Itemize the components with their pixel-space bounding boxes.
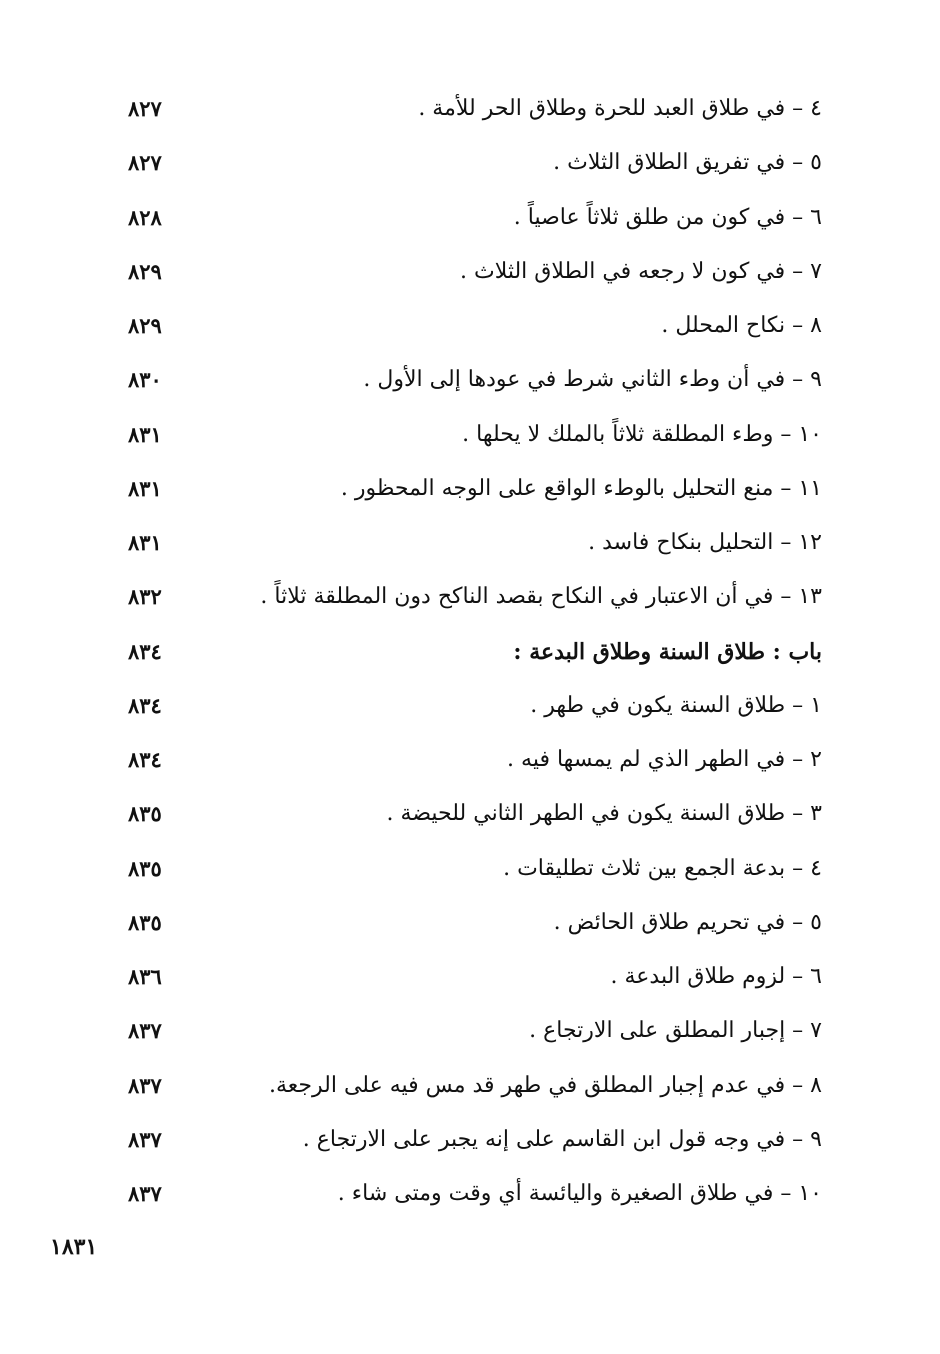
entry-title: ١ – طلاق السنة يكون في طهر . <box>530 692 822 718</box>
table-of-contents <box>0 86 940 1225</box>
entry-page-number: ٨٣٥ <box>128 801 162 827</box>
entry-title: ١٠ – وطء المطلقة ثلاثاً بالملك لا يحلها . <box>462 421 822 447</box>
entry-title: ١٠ – في طلاق الصغيرة واليائسة أي وقت ومتى شاء . <box>337 1181 822 1206</box>
toc-entry <box>0 303 940 357</box>
entry-page-number: ٨٣٧ <box>128 1018 162 1044</box>
toc-entry <box>0 520 940 574</box>
entry-page-number: ٨٣٥ <box>128 909 162 935</box>
entry-title: ١١ – منع التحليل بالوطء الواقع على الوجه المحظور . <box>340 475 822 501</box>
entry-page-number: ٨٣٧ <box>128 1181 162 1206</box>
entry-title: ٥ – في تفريق الطلاق الثلاث . <box>553 150 822 176</box>
entry-title: ١٣ – في أن الاعتبار في النكاح بقصد الناكح دون المطلقة ثلاثاً . <box>260 584 822 610</box>
toc-entry <box>0 1063 940 1117</box>
entry-title: ٢ – في الطهر الذي لم يمسها فيه . <box>507 747 822 772</box>
entry-title: ٣ – طلاق السنة يكون في الطهر الثاني للحيضة . <box>386 801 822 827</box>
toc-entry <box>0 1117 940 1171</box>
entry-title: ٧ – في كون لا رجعه في الطلاق الثلاث . <box>460 258 822 284</box>
entry-page-number: ٨٣٤ <box>128 692 162 718</box>
entry-title: باب : طلاق السنة وطلاق البدعة : <box>513 638 822 665</box>
entry-page-number: ٨٣٤ <box>128 638 162 664</box>
entry-title: ١٢ – التحليل بنكاح فاسد . <box>588 530 822 555</box>
entry-page-number: ٨٣٥ <box>128 855 162 881</box>
entry-page-number: ٨٢٨ <box>128 204 162 230</box>
toc-entry <box>0 683 940 737</box>
toc-entry <box>0 140 940 194</box>
entry-page-number: ٨٣١ <box>128 421 162 447</box>
entry-title: ٨ – في عدم إجبار المطلق في طهر قد مس فيه على الرجعة. <box>269 1072 822 1098</box>
page-number: ١٨٣١ <box>50 1234 98 1260</box>
entry-title: ٤ – بدعة الجمع بين ثلاث تطليقات . <box>503 855 822 881</box>
entry-title: ٩ – في وجه قول ابن القاسم على إنه يجبر على الارتجاع . <box>302 1126 822 1152</box>
entry-title: ٤ – في طلاق العبد للحرة وطلاق الحر للأمة . <box>418 96 822 121</box>
entry-page-number: ٨٣٦ <box>128 964 162 989</box>
toc-entry <box>0 574 940 628</box>
toc-entry <box>0 791 940 845</box>
entry-page-number: ٨٢٧ <box>128 96 162 121</box>
entry-title: ٦ – لزوم طلاق البدعة . <box>610 964 822 989</box>
toc-entry <box>0 466 940 520</box>
entry-title: ٩ – في أن وطء الثاني شرط في عودها إلى الأول . <box>363 367 822 393</box>
toc-entry <box>0 357 940 411</box>
toc-entry <box>0 900 940 954</box>
entry-page-number: ٨٣١ <box>128 475 162 501</box>
toc-entry <box>0 846 940 900</box>
entry-page-number: ٨٣٠ <box>128 367 162 393</box>
entry-page-number: ٨٣١ <box>128 530 162 555</box>
entry-page-number: ٨٣٧ <box>128 1072 162 1098</box>
toc-entry <box>0 1008 940 1062</box>
entry-page-number: ٨٣٧ <box>128 1126 162 1152</box>
toc-section-heading <box>0 629 940 683</box>
entry-title: ٥ – في تحريم طلاق الحائض . <box>553 909 822 935</box>
entry-title: ٧ – إجبار المطلق على الارتجاع . <box>529 1018 822 1044</box>
toc-entry <box>0 954 940 1008</box>
toc-entry <box>0 195 940 249</box>
toc-entry <box>0 86 940 140</box>
entry-page-number: ٨٢٩ <box>128 313 162 338</box>
toc-entry <box>0 737 940 791</box>
entry-page-number: ٨٢٧ <box>128 150 162 176</box>
entry-page-number: ٨٣٢ <box>128 584 162 610</box>
entry-page-number: ٨٣٤ <box>128 747 162 772</box>
toc-entry <box>0 412 940 466</box>
entry-page-number: ٨٢٩ <box>128 258 162 284</box>
toc-entry <box>0 249 940 303</box>
entry-title: ٨ – نكاح المحلل . <box>661 313 822 338</box>
entry-title: ٦ – في كون من طلق ثلاثاً عاصياً . <box>513 204 822 230</box>
toc-entry <box>0 1171 940 1225</box>
